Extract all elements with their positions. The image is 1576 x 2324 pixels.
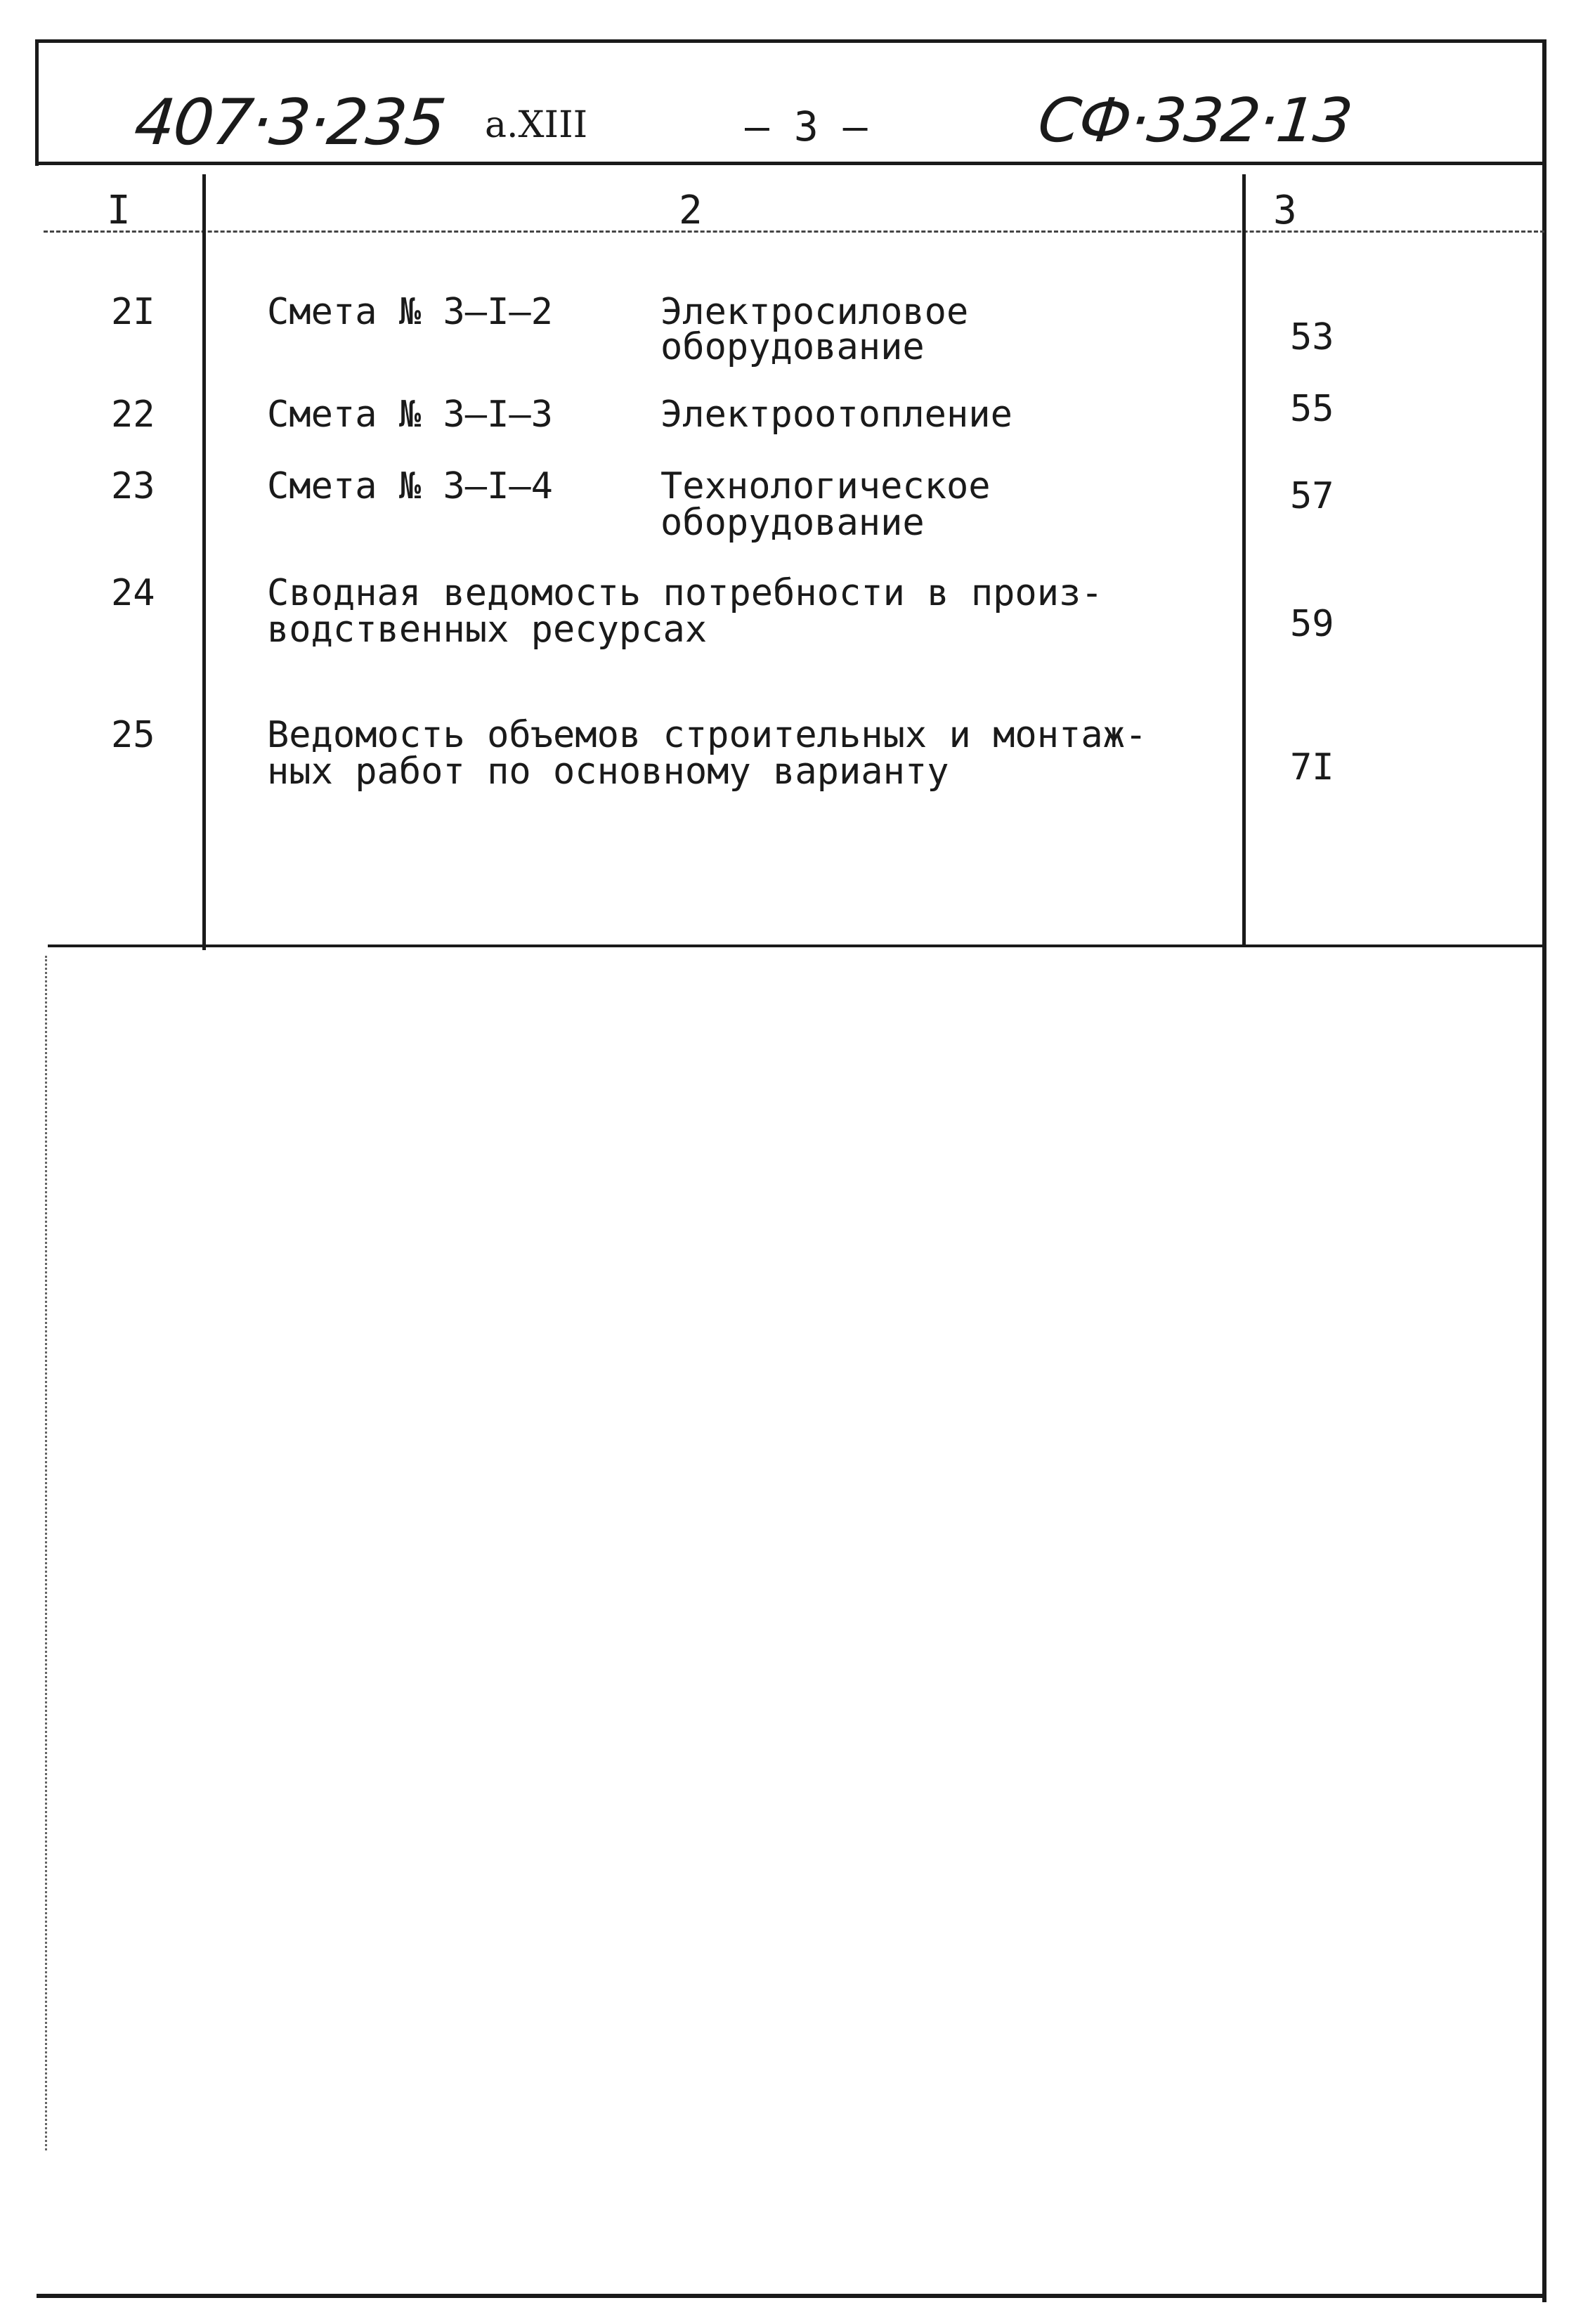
scan-margin-marks: [45, 956, 47, 2150]
row-page: 55: [1290, 388, 1334, 430]
row-description: Технологическое: [660, 465, 991, 507]
album-number: а.XIII: [485, 104, 588, 146]
column-header-1: I: [107, 188, 131, 233]
table-bottom-border: [48, 944, 1546, 947]
page-number: – 3 –: [745, 103, 868, 150]
frame-bottom-border: [37, 2294, 1546, 2298]
row-number: 22: [111, 394, 155, 436]
column-header-3: 3: [1273, 188, 1297, 233]
column-header-divider: [44, 231, 1544, 233]
doc-code: 407·3·235: [131, 86, 448, 160]
row-page: 59: [1290, 603, 1334, 645]
row-number: 24: [111, 572, 155, 614]
row-text-cont: ных работ по основному варианту: [267, 751, 949, 793]
column-divider-2: [1242, 174, 1246, 947]
row-number: 23: [111, 465, 155, 507]
row-description: Электросиловое: [660, 291, 969, 333]
row-text: Ведомость объемов строительных и монтаж-: [267, 714, 1147, 756]
frame-left-border: [35, 39, 39, 166]
header-separator: [37, 162, 1546, 165]
row-description: Электроотопление: [660, 394, 1012, 436]
row-label: Смета № 3–I–3: [267, 394, 553, 436]
column-divider-1: [202, 174, 206, 950]
row-number: 2I: [111, 291, 155, 333]
row-page: 7I: [1290, 746, 1334, 788]
doc-number: СФ·332·13: [1034, 86, 1355, 156]
frame-top-border: [35, 39, 1546, 43]
row-description-cont: оборудование: [660, 326, 925, 368]
row-number: 25: [111, 714, 155, 756]
frame-right-border: [1542, 39, 1546, 2302]
row-description-cont: оборудование: [660, 502, 925, 544]
row-text-cont: водственных ресурсах: [267, 609, 708, 651]
row-label: Смета № 3–I–4: [267, 465, 553, 507]
row-label: Смета № 3–I–2: [267, 291, 553, 333]
row-page: 57: [1290, 475, 1334, 517]
row-text: Сводная ведомость потребности в произ-: [267, 572, 1103, 614]
column-header-2: 2: [679, 188, 703, 233]
row-page: 53: [1290, 316, 1334, 358]
